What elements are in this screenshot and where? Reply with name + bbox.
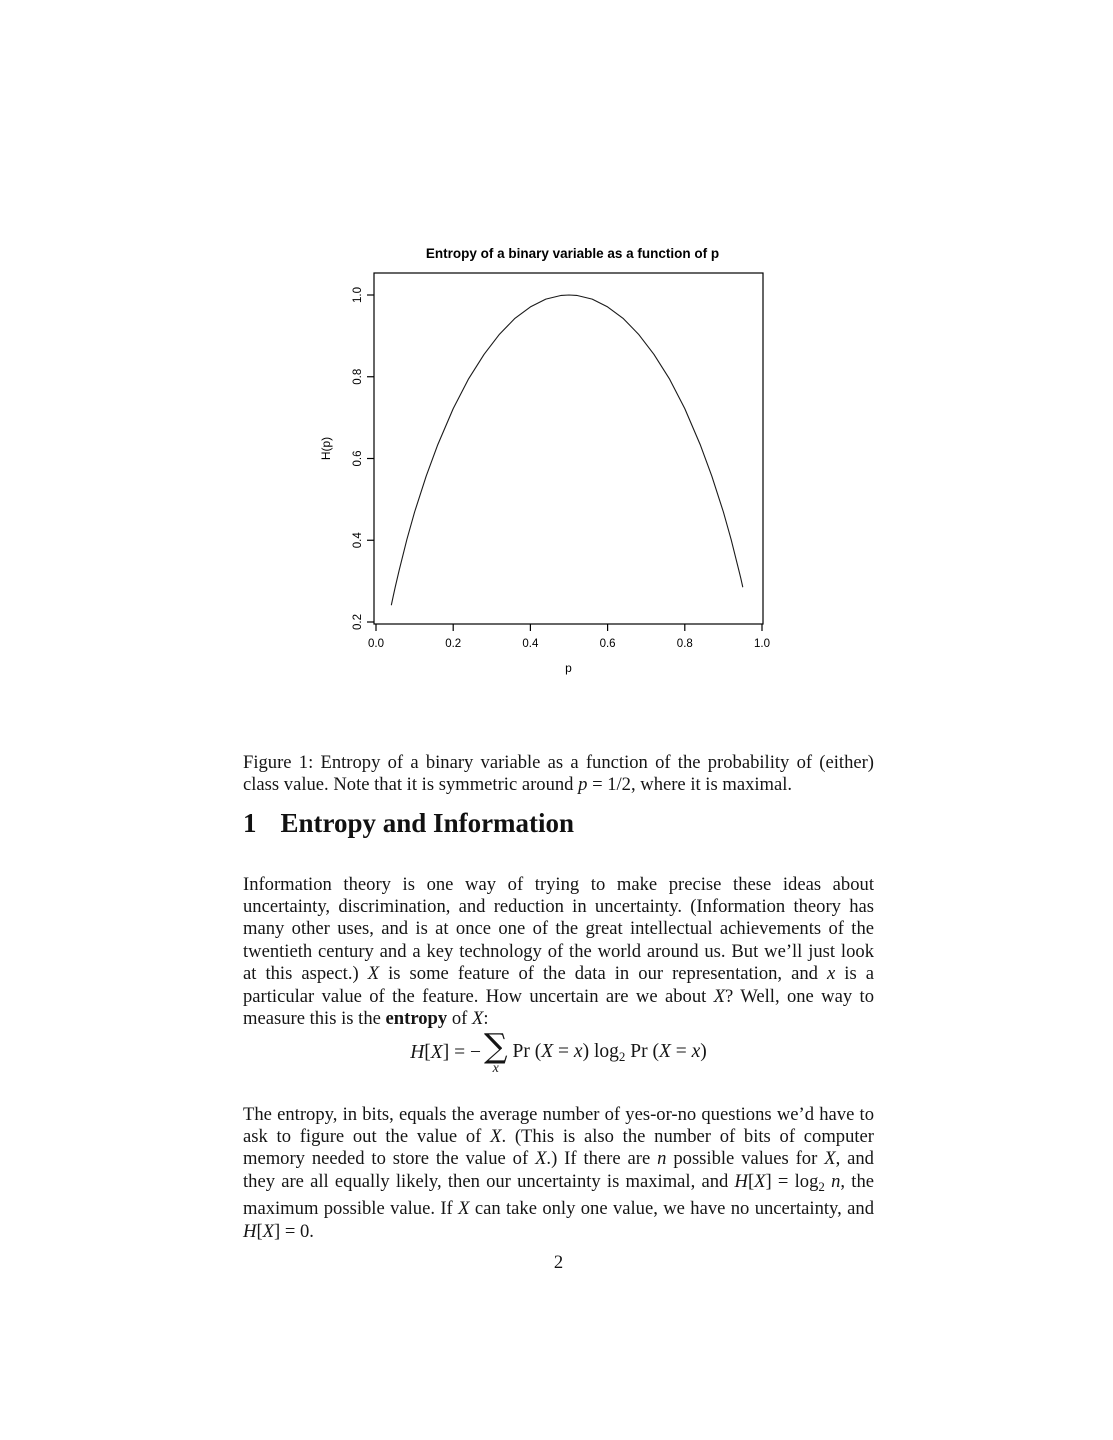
text-segment: n — [657, 1148, 667, 1170]
sigma-symbol: ∑ — [483, 1025, 508, 1065]
text-segment: = 1/2, where it is maximal. — [587, 774, 793, 795]
text-segment: ] = − — [442, 1042, 481, 1063]
text-segment: entropy — [385, 1008, 448, 1030]
y-tick-label: 1.0 — [352, 287, 364, 303]
summation — [483, 1025, 508, 1076]
text-segment: Pr ( — [625, 1041, 659, 1062]
text-segment: X — [458, 1198, 470, 1220]
section-heading — [243, 808, 874, 839]
text-segment: X — [262, 1220, 274, 1242]
text-segment: X — [713, 985, 726, 1007]
text-segment: [ — [256, 1220, 263, 1242]
text-segment: ] = log — [765, 1170, 819, 1192]
text-segment: x — [691, 1041, 701, 1062]
text-segment: X — [367, 963, 380, 985]
equation-rhs — [513, 1041, 707, 1065]
x-tick-label: 1.0 — [754, 638, 770, 650]
text-segment: Pr ( — [512, 1041, 542, 1062]
paragraph-intro — [243, 874, 874, 1031]
text-segment: X — [430, 1042, 443, 1063]
text-segment: X — [541, 1041, 554, 1062]
text-segment: n — [831, 1170, 841, 1192]
x-tick-label: 0.0 — [368, 638, 384, 650]
text-segment: X — [754, 1170, 766, 1192]
x-axis-label: p — [565, 661, 572, 675]
text-segment: .) If there are — [546, 1148, 658, 1170]
text-segment: X — [824, 1148, 836, 1170]
text-segment: is a particular value of the feature. How uncertain are we about — [243, 963, 875, 1007]
text-segment: : — [483, 1008, 489, 1030]
x-tick-label: 0.6 — [599, 638, 616, 650]
text-segment: H — [734, 1170, 748, 1192]
text-segment: = — [670, 1041, 692, 1062]
y-tick-label: 0.6 — [352, 450, 364, 467]
summation-index: x — [492, 1060, 499, 1076]
figure-caption — [243, 752, 874, 797]
text-segment: X — [471, 1008, 484, 1030]
page-number: 2 — [553, 1252, 564, 1273]
text-segment: Information theory is one way of trying to make precise these ideas about uncertainty, discrimination, and reduction in uncertainty. (Information theory has many other uses, and is at once one of the great intellectual achievements of the twentieth century and a key technology of the world around us. But we’ll just look at this aspect.) — [243, 873, 874, 985]
section-title: Entropy and Information — [280, 808, 575, 838]
entropy-chart — [310, 232, 820, 697]
text-segment: , and they are all equally likely, then our uncertainty is maximal, and — [243, 1148, 874, 1192]
text-segment: X — [658, 1041, 671, 1062]
text-segment: x — [573, 1041, 583, 1062]
text-segment: [ — [424, 1042, 431, 1063]
text-segment: X — [535, 1148, 547, 1170]
y-tick-label: 0.2 — [352, 614, 364, 630]
paragraph-entropy-bits — [243, 1104, 874, 1243]
text-segment: [ — [747, 1170, 755, 1192]
text-segment: x — [827, 963, 836, 985]
text-segment: H — [243, 1220, 257, 1242]
text-segment: The entropy, in bits, equals the average number of yes-or-no questions we’d have to ask to figure out the value of — [243, 1103, 874, 1147]
text-segment: p — [578, 774, 588, 795]
text-segment: 2 — [818, 1178, 825, 1194]
text-segment: ) — [700, 1041, 707, 1062]
chart-title: Entropy of a binary variable as a function of p — [425, 246, 720, 261]
text-segment: H — [410, 1042, 425, 1063]
entropy-curve — [391, 295, 742, 605]
x-tick-label: 0.8 — [676, 638, 693, 650]
entropy-equation — [243, 1020, 874, 1086]
x-tick-label: 0.4 — [522, 638, 539, 650]
text-segment: X — [490, 1126, 502, 1147]
section-number: 1 — [243, 808, 257, 838]
y-tick-label: 0.4 — [352, 532, 364, 549]
text-segment: . (This is also the number of bits of computer memory needed to store the value of — [243, 1126, 874, 1170]
plot-box — [374, 273, 763, 624]
x-tick-label: 0.2 — [445, 638, 462, 650]
text-segment: is some feature of the data in our representation, and — [379, 963, 827, 985]
text-segment: Figure 1: Entropy of a binary variable as a function of the probability of (either) class value. Note that it is symmetric around — [243, 751, 874, 795]
y-axis-label: H(p) — [319, 436, 333, 461]
y-tick-label: 0.8 — [352, 368, 364, 385]
text-segment: , the maximum possible value. If — [243, 1170, 874, 1220]
equation-lhs — [410, 1042, 481, 1064]
text-segment: ] = 0. — [274, 1220, 314, 1242]
text-segment: ? Well, one way to measure this is the — [243, 985, 874, 1030]
text-segment: = — [553, 1041, 574, 1062]
text-segment: ) log — [582, 1041, 619, 1062]
text-segment: of — [447, 1008, 472, 1030]
text-segment: possible values for — [666, 1148, 825, 1170]
text-segment: 2 — [618, 1049, 626, 1064]
text-segment: can take only one value, we have no uncertainty, and — [469, 1198, 874, 1220]
